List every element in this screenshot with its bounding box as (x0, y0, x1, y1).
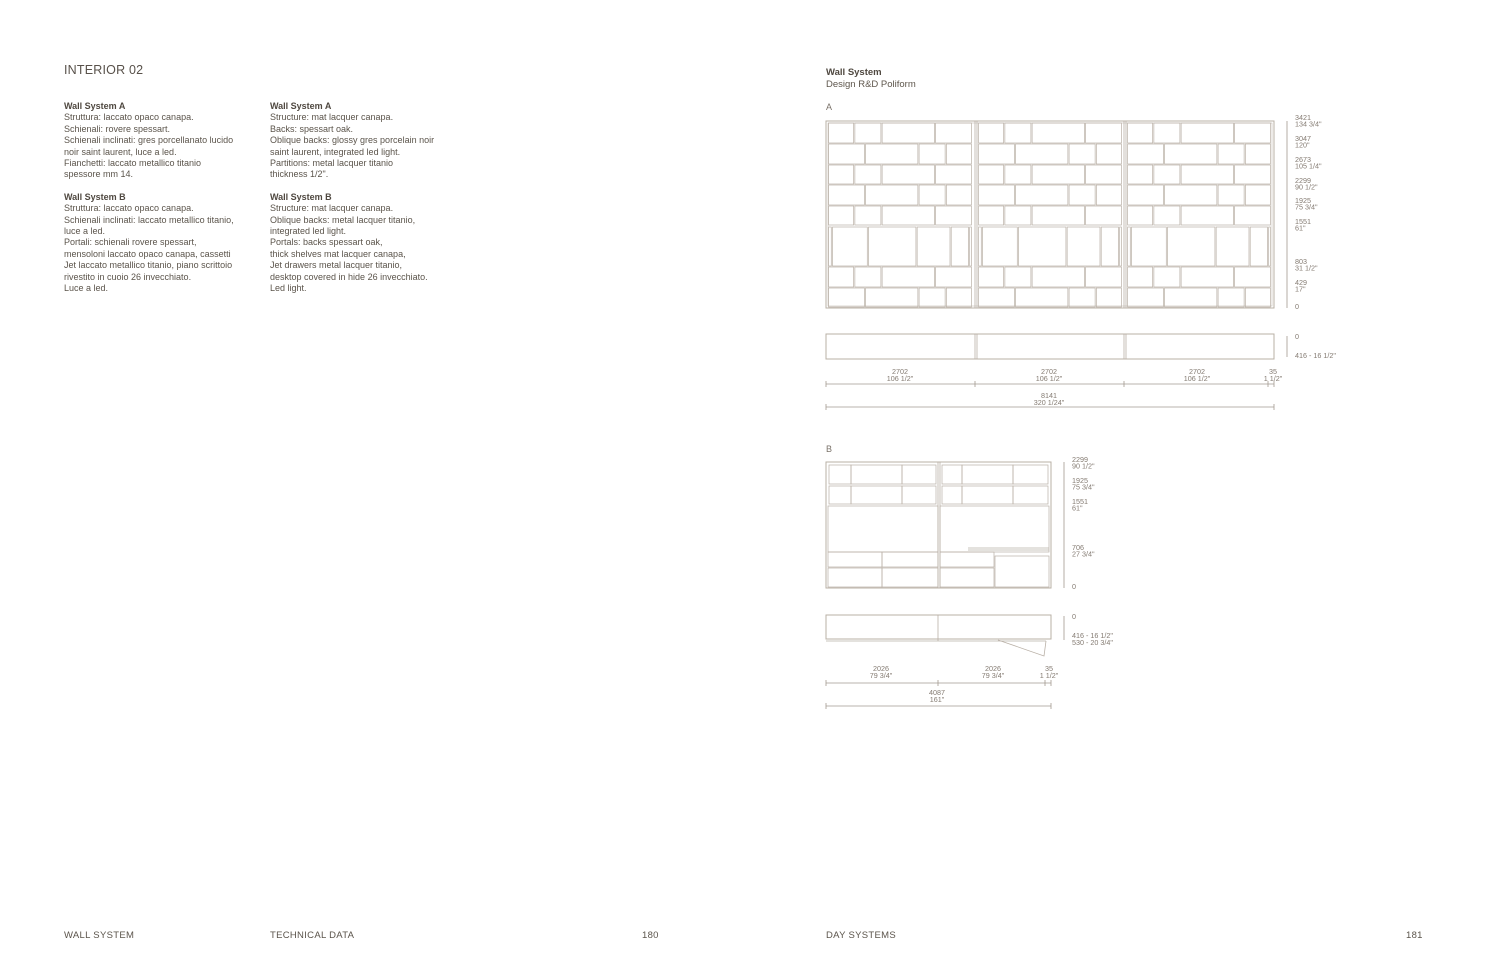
height-label: 706 (1072, 543, 1084, 552)
spec-line: Schienali inclinati: laccato metallico titanio, (64, 214, 234, 225)
drawer-unit (940, 552, 994, 567)
shelf-cell (1016, 288, 1068, 307)
height-label-inch: 27 3/4" (1072, 549, 1095, 559)
spec-line: Luce a led. (64, 283, 109, 294)
shelf-cell (1005, 165, 1031, 184)
height-label: 2299 (1295, 176, 1311, 185)
shelf-cell (882, 206, 934, 225)
shelf-cell (1067, 227, 1100, 266)
shelf-cell (1235, 123, 1271, 143)
width-label: 35 (1045, 664, 1053, 673)
shelf-cell (1086, 165, 1122, 184)
shelf-cell (1181, 123, 1233, 143)
elevation-a-outline (826, 121, 1274, 308)
shelf-cell (882, 165, 934, 184)
shelf-cell (1013, 465, 1048, 484)
width-label: 2026 (873, 664, 889, 673)
shelf-cell (936, 206, 972, 225)
height-label-inch: 105 1/4" (1295, 161, 1322, 171)
shelf-cell (1128, 267, 1153, 287)
shelf-cell (936, 123, 972, 143)
shelf-cell (855, 165, 881, 184)
footer-section-right: DAY SYSTEMS (826, 930, 896, 941)
plan-depth-label: 0 (1295, 332, 1299, 341)
shelf-cell (1101, 227, 1118, 266)
height-label: 429 (1295, 278, 1307, 287)
shelf-cell (1086, 123, 1122, 143)
shelf-cell (1165, 144, 1217, 164)
page-heading: INTERIOR 02 (64, 63, 144, 77)
shelf-cell (851, 486, 902, 504)
height-label: 3421 (1295, 113, 1311, 122)
shelf-cell (1165, 185, 1217, 205)
spec-line: Backs: spessart oak. (270, 123, 354, 134)
shelf-cell (979, 185, 1015, 205)
page-number-right: 181 (1406, 930, 1423, 941)
portal-panel (828, 506, 938, 552)
spec-line: saint laurent, integrated led light. (270, 146, 401, 157)
shelf-cell (1120, 227, 1122, 266)
shelf-cell (942, 486, 962, 504)
shelf-cell (829, 227, 832, 266)
spec-title: Wall System A (270, 101, 332, 111)
height-label: 1925 (1295, 196, 1311, 205)
shelf-cell (829, 486, 851, 504)
shelf-cell (1245, 144, 1270, 164)
drawer-unit (882, 552, 938, 567)
shelf-cell (1069, 144, 1095, 164)
spec-line: Structure: mat lacquer canapa. (270, 112, 394, 123)
shelf-cell (851, 465, 902, 484)
spec-line: noir saint laurent, luce a led. (64, 146, 177, 157)
shelf-cell (829, 206, 854, 225)
width-label: 2026 (985, 664, 1001, 673)
height-label-inch: 120" (1295, 140, 1310, 150)
width-label-inch: 106 1/2" (1183, 374, 1211, 383)
shelf-cell (979, 206, 1004, 225)
shelf-cell (1086, 267, 1122, 287)
spec-line: Struttura: laccato opaco canapa. (64, 203, 194, 214)
spec-line: integrated led light. (270, 226, 347, 237)
spec-line: mensoloni laccato opaco canapa, cassetti (64, 248, 231, 259)
shelf-cell (979, 144, 1015, 164)
total-width-label-inch: 161" (929, 695, 945, 704)
spec-line: rivestito in cuoio 26 invecchiato. (64, 271, 192, 282)
shelf-cell (1128, 144, 1164, 164)
height-label: 2299 (1072, 455, 1088, 464)
shelf-cell (1245, 185, 1270, 205)
width-label: 35 (1269, 367, 1277, 376)
shelf-cell (982, 227, 1017, 266)
drawer-unit (882, 568, 938, 587)
shelf-cell (1005, 267, 1031, 287)
shelf-cell (866, 288, 918, 307)
shelf-cell (1154, 123, 1180, 143)
shelf-cell (855, 267, 881, 287)
drawer-unit (828, 568, 882, 587)
height-label: 3047 (1295, 134, 1311, 143)
footer-section-middle: TECHNICAL DATA (270, 930, 355, 941)
shelf-cell (1250, 227, 1267, 266)
shelf-cell (1096, 185, 1121, 205)
spec-title: Wall System B (270, 191, 332, 202)
height-label-inch: 134 3/4" (1295, 119, 1322, 129)
elevation-b-outline (826, 462, 1051, 588)
height-label: 1551 (1072, 497, 1088, 506)
plan-view-a (826, 334, 1274, 359)
shelf-cell (1167, 227, 1214, 266)
width-label: 2702 (1041, 367, 1057, 376)
shelf-cell (1216, 227, 1249, 266)
height-label: 2673 (1295, 155, 1311, 164)
elevation-a-inner-frame (828, 123, 1272, 306)
portal-panel (940, 506, 1049, 552)
plan-depth-label: 0 (1072, 612, 1076, 621)
width-label: 2702 (1189, 367, 1205, 376)
shelf-cell (1128, 227, 1131, 266)
shelf-cell (1128, 165, 1153, 184)
spec-line: Portals: backs spessart oak, (270, 237, 383, 248)
shelf-cell (1245, 288, 1270, 307)
shelf-cell (962, 486, 1013, 504)
shelf-cell (829, 123, 854, 143)
total-width-label: 8141 (1041, 391, 1057, 400)
shelf-cell (1032, 206, 1084, 225)
shelf-cell (936, 267, 972, 287)
shelf-cell (1181, 165, 1233, 184)
shelf-cell (919, 144, 945, 164)
shelf-cell (962, 465, 1013, 484)
width-label-inch: 106 1/2" (1035, 374, 1063, 383)
spec-line: Oblique backs: metal lacquer titanio, (270, 214, 416, 225)
height-label: 1925 (1072, 476, 1088, 485)
shelf-cell (942, 465, 962, 484)
width-label-inch: 79 3/4" (981, 671, 1005, 680)
shelf-cell (1218, 144, 1244, 164)
shelf-cell (946, 185, 971, 205)
shelf-cell (951, 227, 968, 266)
shelf-cell (1269, 227, 1271, 266)
plan-depth-label: 416 - 16 1/2" (1295, 351, 1336, 360)
shelf-cell (946, 288, 971, 307)
spec-line: Struttura: laccato opaco canapa. (64, 112, 194, 123)
shelf-cell (868, 227, 915, 266)
shelf-cell (902, 486, 936, 504)
shelf-cell (832, 227, 867, 266)
shelf-cell (979, 165, 1004, 184)
spec-line: Fianchetti: laccato metallico titanio (64, 158, 202, 169)
width-label-inch: 1 1/2" (1263, 374, 1283, 383)
shelf-cell (1235, 267, 1271, 287)
height-label: 1551 (1295, 217, 1311, 226)
shelf-cell (1235, 206, 1271, 225)
shelf-cell (1165, 288, 1217, 307)
shelf-cell (829, 185, 865, 205)
spec-title: Wall System A (64, 101, 126, 111)
shelf-cell (855, 206, 881, 225)
shelf-cell (979, 288, 1015, 307)
drawing-designer: Design R&D Poliform (826, 78, 916, 90)
shelf-cell (1154, 206, 1180, 225)
spec-line: luce a led. (64, 226, 106, 237)
total-width-label: 4087 (929, 688, 945, 697)
shelf-cell (866, 144, 918, 164)
height-label-inch: 31 1/2" (1295, 263, 1318, 273)
shelf-cell (1096, 144, 1121, 164)
spec-line: Structure: mat lacquer canapa. (270, 203, 394, 214)
height-label: 0 (1295, 302, 1299, 311)
spec-line: thick shelves mat lacquer canapa, (270, 248, 406, 259)
spec-title: Wall System B (64, 191, 126, 202)
height-label-inch: 90 1/2" (1072, 461, 1095, 471)
width-label: 2702 (892, 367, 908, 376)
page-number-left: 180 (642, 930, 659, 941)
plan-depth-label: 530 - 20 3/4" (1072, 638, 1113, 647)
shelf-cell (855, 123, 881, 143)
elevation-b-drawing (826, 462, 1064, 709)
plan-depth-label: 416 - 16 1/2" (1072, 631, 1113, 640)
spec-line: Led light. (270, 283, 307, 294)
shelf-cell (866, 185, 918, 205)
shelf-cell (1005, 206, 1031, 225)
spec-line: Oblique backs: glossy gres porcelain noir (270, 135, 435, 146)
shelf-cell (1016, 185, 1068, 205)
shelf-cell (882, 123, 934, 143)
shelf-cell (1069, 185, 1095, 205)
shelf-cell (1032, 123, 1084, 143)
shelf-cell (1235, 165, 1271, 184)
shelf-cell (1013, 486, 1048, 504)
spec-line: desktop covered in hide 26 invecchiato. (270, 271, 428, 282)
spec-line: Schienali inclinati: gres porcellanato lucido (64, 135, 234, 146)
shelf-cell (1154, 267, 1180, 287)
shelf-cell (979, 123, 1004, 143)
shelf-cell (946, 144, 971, 164)
shelf-cell (1128, 185, 1164, 205)
shelf-cell (979, 267, 1004, 287)
shelf-cell (829, 165, 854, 184)
drawing-title: Wall System (826, 67, 882, 78)
shelf-cell (917, 227, 950, 266)
shelf-cell (829, 267, 854, 287)
shelf-cell (1096, 288, 1121, 307)
height-label-inch: 61" (1295, 223, 1306, 233)
shelf-cell (829, 144, 865, 164)
shelf-cell (1016, 144, 1068, 164)
shelf-cell (829, 288, 865, 307)
height-label: 803 (1295, 257, 1307, 266)
spec-line: Schienali: rovere spessart. (64, 123, 171, 134)
shelf-cell (936, 165, 972, 184)
shelf-cell (1218, 288, 1244, 307)
shelf-cell (919, 185, 945, 205)
height-label: 0 (1072, 582, 1076, 591)
spec-line: Partitions: metal lacquer titanio (270, 158, 394, 169)
plan-view-b (826, 615, 1051, 639)
shelf-cell (1032, 267, 1084, 287)
shelf-cell (902, 465, 936, 484)
shelf-cell (1005, 123, 1031, 143)
shelf-cell (970, 227, 972, 266)
width-label-inch: 79 3/4" (869, 671, 893, 680)
drawer-unit (940, 568, 994, 587)
shelf-cell (1131, 227, 1166, 266)
shelf-cell (1154, 165, 1180, 184)
width-label-inch: 1 1/2" (1039, 671, 1059, 680)
shelf-cell (1128, 288, 1164, 307)
shelf-cell (979, 227, 982, 266)
shelf-cell (1128, 206, 1153, 225)
height-label-inch: 75 3/4" (1072, 482, 1095, 492)
spec-line: thickness 1/2". (270, 169, 329, 180)
shelf-cell (829, 465, 851, 484)
height-label-inch: 75 3/4" (1295, 202, 1318, 212)
spec-line: Portali: schienali rovere spessart, (64, 237, 197, 248)
height-label-inch: 61" (1072, 503, 1083, 513)
shelf-cell (1128, 123, 1153, 143)
shelf-cell (1086, 206, 1122, 225)
desk-plan-outline (998, 640, 1046, 656)
total-width-label-inch: 320 1/24" (1033, 398, 1065, 407)
shelf-cell (919, 288, 945, 307)
shelf-cell (1181, 267, 1233, 287)
spec-line: Jet drawers metal lacquer titanio, (270, 260, 403, 271)
shelf-cell (882, 267, 934, 287)
drawer-unit (828, 552, 882, 567)
width-label-inch: 106 1/2" (886, 374, 914, 383)
shelf-cell (1069, 288, 1095, 307)
drawer-unit (995, 556, 1049, 587)
section-a-label: A (826, 102, 833, 112)
shelf-cell (1018, 227, 1065, 266)
shelf-cell (1181, 206, 1233, 225)
height-label-inch: 17" (1295, 284, 1306, 294)
shelf-cell (1218, 185, 1244, 205)
shelf-cell (1032, 165, 1084, 184)
height-label-inch: 90 1/2" (1295, 182, 1318, 192)
section-b-label: B (826, 444, 833, 454)
spec-line: spessore mm 14. (64, 169, 134, 180)
spec-line: Jet laccato metallico titanio, piano scrittoio (64, 260, 233, 271)
footer-section-left: WALL SYSTEM (64, 930, 135, 941)
